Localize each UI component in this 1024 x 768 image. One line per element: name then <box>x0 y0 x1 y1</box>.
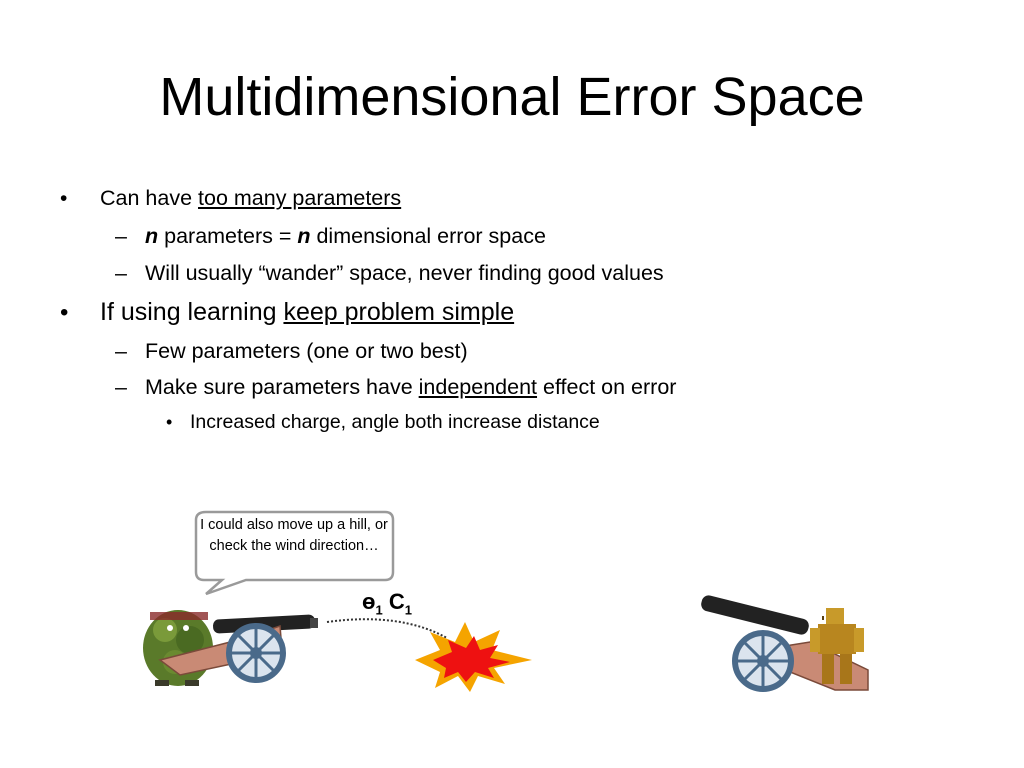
slide-title: Multidimensional Error Space <box>159 67 865 127</box>
sub-bullet-text: effect on error <box>537 375 677 399</box>
dash-marker: – <box>115 339 127 363</box>
bullet-marker: • <box>60 299 69 326</box>
sub-bullet-text: parameters = <box>158 224 298 248</box>
trajectory-line <box>327 619 447 638</box>
parameter-label <box>362 589 412 617</box>
bullet-text: If using learning <box>100 298 284 326</box>
dash-marker: – <box>115 224 127 248</box>
variable-n: n <box>145 224 159 248</box>
speech-bubble-text: I could also move up a hill, or check the wind direction… <box>200 517 388 554</box>
sub-bullet-wander: Will usually “wander” space, never finding good values <box>145 261 664 285</box>
underlined-phrase: too many parameters <box>198 186 402 210</box>
sub-bullet-text: dimensional error space <box>310 224 546 248</box>
charge-subscript: 1 <box>404 602 412 618</box>
dash-marker: – <box>115 261 127 285</box>
explosion-icon <box>415 622 532 692</box>
bullet-text: Can have <box>100 186 199 210</box>
bullet-marker: • <box>166 412 173 432</box>
sub-bullet-text: Make sure parameters have <box>145 375 419 399</box>
sub-bullet-few-parameters: Few parameters (one or two best) <box>145 339 468 363</box>
charge-symbol: C <box>388 589 405 614</box>
sub-sub-bullet-charge-angle: Increased charge, angle both increase distance <box>190 411 600 433</box>
variable-n: n <box>297 224 311 248</box>
theta-symbol: ө <box>362 589 376 614</box>
dash-marker: – <box>115 375 127 399</box>
underlined-phrase: keep problem simple <box>283 298 515 326</box>
bullet-marker: • <box>60 187 68 210</box>
underlined-phrase: independent <box>418 375 538 399</box>
troll-icon <box>143 610 213 686</box>
theta-subscript: 1 <box>375 602 383 618</box>
